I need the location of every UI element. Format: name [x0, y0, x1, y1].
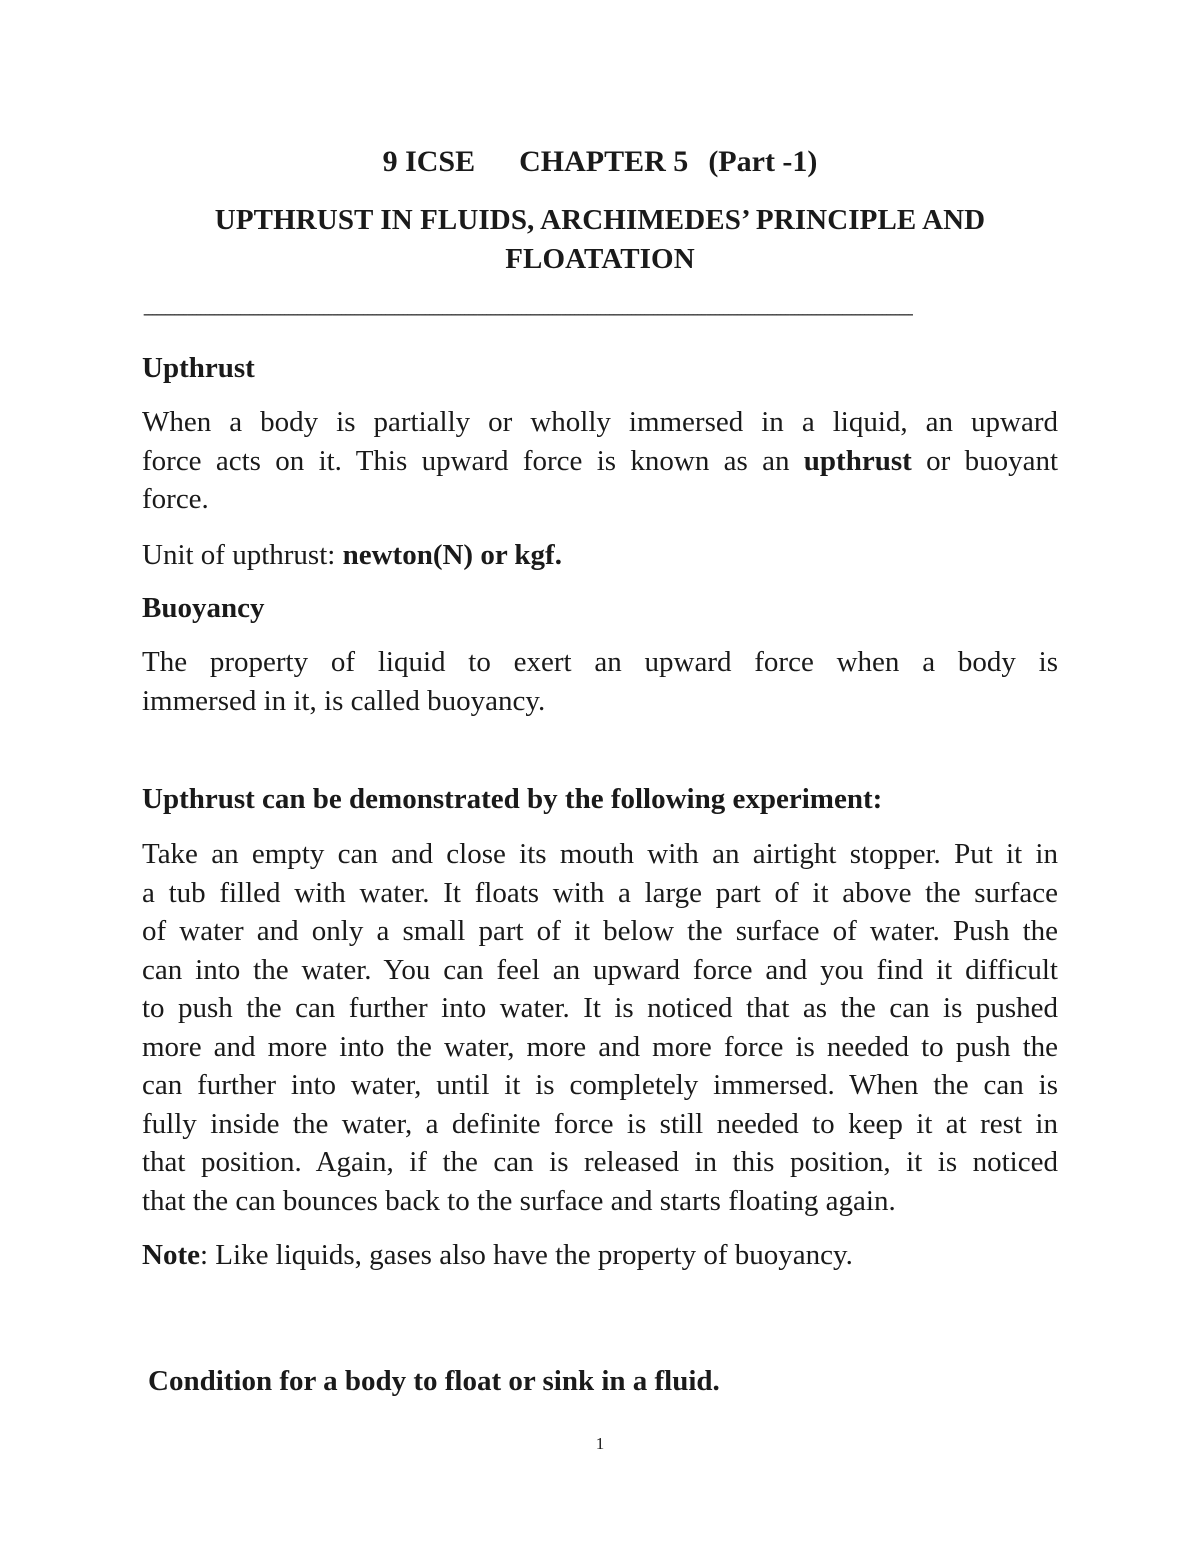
- experiment-heading: Upthrust can be demonstrated by the following experiment:: [142, 783, 883, 815]
- experiment-line: that the can bounces back to the surface and starts floating again.: [142, 1184, 896, 1217]
- title-line-2: FLOATATION: [505, 243, 695, 275]
- part-label: (Part -1): [708, 145, 818, 178]
- buoyancy-line-2: immersed in it, is called buoyancy.: [142, 684, 546, 717]
- title-line-1: UPTHRUST IN FLUIDS, ARCHIMEDES’ PRINCIPLE AND: [214, 204, 986, 236]
- experiment-line: to push the can further into water. It is noticed that as the can is pushed: [142, 992, 1058, 1024]
- note-label: Note: [142, 1239, 200, 1271]
- experiment-paragraph: [142, 835, 1058, 1220]
- page-number: 1: [595, 1434, 605, 1453]
- experiment-line: fully inside the water, a definite force is still needed to keep it at rest in: [142, 1107, 1058, 1140]
- experiment-line: a tub filled with water. It floats with a large part of it above the surface: [142, 876, 1058, 909]
- grade-label: 9 ICSE: [382, 145, 476, 178]
- buoyancy-paragraph: [142, 643, 1058, 720]
- experiment-line: of water and only a small part of it below the surface of water. Push the: [142, 915, 1058, 947]
- upthrust-term: upthrust: [803, 444, 912, 477]
- experiment-line: Take an empty can and close its mouth with an airtight stopper. Put it in: [142, 838, 1058, 870]
- note-line: [142, 1236, 1058, 1275]
- upthrust-line-2-text: force acts on it. This upward force is known as an: [142, 444, 790, 477]
- upthrust-line-3: force.: [142, 483, 209, 515]
- upthrust-line-2: [142, 442, 1058, 481]
- experiment-line: that position. Again, if the can is released in this position, it is noticed: [142, 1146, 1058, 1178]
- divider: -------------------------------------------------------------------------------------------------------------------------------------------------------------------------------: [143, 303, 912, 323]
- experiment-line: can into the water. You can feel an upward force and you find it difficult: [142, 953, 1058, 986]
- upthrust-line-2-end: or buoyant: [926, 444, 1059, 477]
- unit-line: [142, 536, 1058, 575]
- upthrust-paragraph: [142, 403, 1058, 519]
- chapter-heading: [0, 145, 1200, 179]
- buoyancy-line-1: The property of liquid to exert an upward force when a body is: [142, 646, 1058, 678]
- buoyancy-heading: Buoyancy: [142, 592, 265, 624]
- unit-of-upthrust: [142, 536, 1058, 575]
- experiment-line: more and more into the water, more and more force is needed to push the: [142, 1030, 1058, 1063]
- upthrust-line-1: When a body is partially or wholly immersed in a liquid, an upward: [142, 406, 1058, 438]
- condition-heading: Condition for a body to float or sink in a fluid.: [148, 1365, 720, 1397]
- experiment-line: can further into water, until it is completely immersed. When the can is: [142, 1069, 1058, 1101]
- chapter-label: CHAPTER 5: [519, 145, 689, 178]
- unit-label: Unit of upthrust:: [142, 539, 336, 571]
- unit-value: newton(N) or kgf.: [342, 539, 562, 571]
- upthrust-heading: Upthrust: [142, 352, 255, 384]
- note-paragraph: [142, 1236, 1058, 1275]
- note-text: : Like liquids, gases also have the property of buoyancy.: [199, 1239, 853, 1271]
